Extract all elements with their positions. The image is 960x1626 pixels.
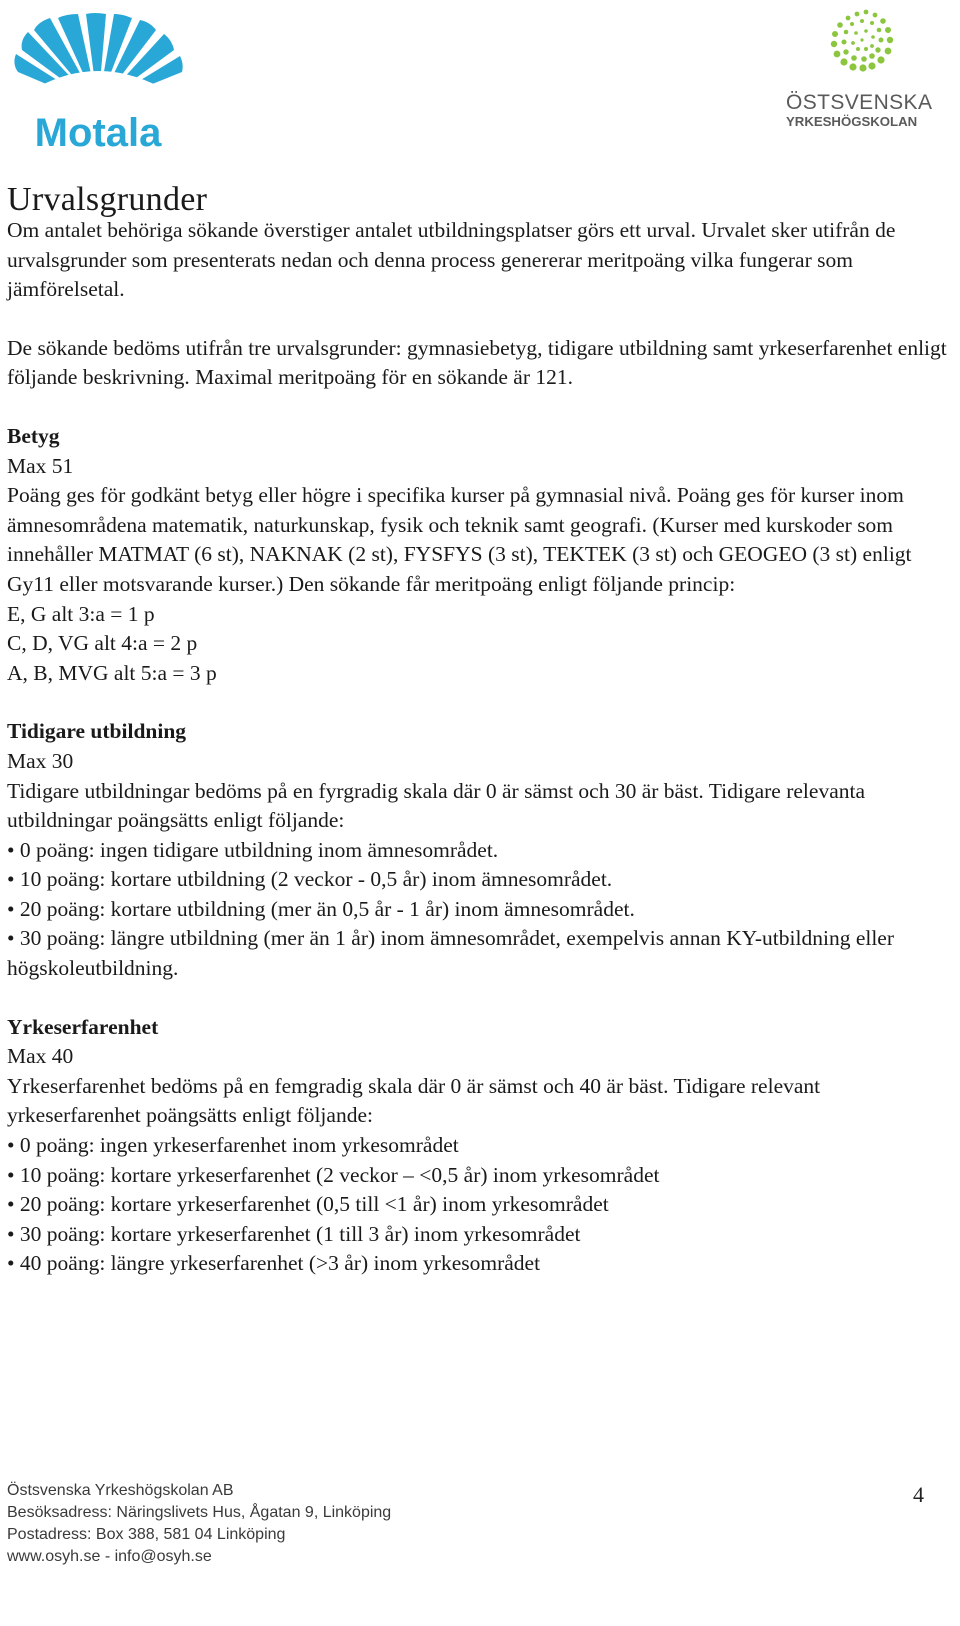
- footer-postal-address: Postadress: Box 388, 581 04 Linköping: [7, 1526, 286, 1543]
- bullet-list-utbildning: [7, 836, 952, 984]
- list-item: • 20 poäng: kortare utbildning (mer än 0,5 år - 1 år) inom ämnesområdet.: [7, 895, 952, 925]
- list-item: • 30 poäng: längre utbildning (mer än 1 år) inom ämnesområdet, exempelvis annan KY-utbildning eller högskoleutbildning.: [7, 924, 952, 983]
- list-item: • 40 poäng: längre yrkeserfarenhet (>3 år) inom yrkesområdet: [7, 1249, 952, 1279]
- footer-company: Östsvenska Yrkeshögskolan AB: [7, 1482, 234, 1499]
- osyh-logo: [786, 4, 955, 134]
- osyh-dot-ornament: [831, 10, 893, 72]
- section-title-betyg: Betyg: [7, 423, 60, 448]
- bullet-list-erfarenhet: [7, 1131, 952, 1279]
- list-item: • 0 poäng: ingen tidigare utbildning inom ämnesområdet.: [7, 836, 952, 866]
- intro-paragraph-2: De sökande bedöms utifrån tre urvalsgrunder: gymnasiebetyg, tidigare utbildning samt yrkeserfarenhet enligt följande beskrivning. Maximal meritpoäng för en sökande är 121.: [7, 335, 947, 390]
- section-betyg: [7, 422, 952, 688]
- section-title-erfarenhet: Yrkeserfarenhet: [7, 1014, 159, 1039]
- section-tidigare-utbildning: [7, 717, 952, 983]
- motala-logo: [6, 14, 190, 154]
- page-title: Urvalsgrunder: [7, 181, 208, 218]
- footer-web-email[interactable]: www.osyh.se - info@osyh.se: [7, 1548, 212, 1565]
- section-yrkeserfarenhet: [7, 1013, 952, 1279]
- section-text-utbildning: Tidigare utbildningar bedöms på en fyrgradig skala där 0 är sämst och 30 är bäst. Tidigare relevanta utbildningar poängsätts enligt följande:: [7, 778, 866, 833]
- list-item: • 10 poäng: kortare utbildning (2 veckor - 0,5 år) inom ämnesområdet.: [7, 865, 952, 895]
- list-item: • 20 poäng: kortare yrkeserfarenhet (0,5 till <1 år) inom yrkesområdet: [7, 1190, 952, 1220]
- intro-paragraph-1: Om antalet behöriga sökande överstiger antalet utbildningsplatser görs ett urval. Urvalet sker utifrån de urvalsgrunder som presenterats nedan och denna process genererar meritpoäng vilka fungerar som jämförelsetal.: [7, 218, 896, 302]
- section-title-utbildning: Tidigare utbildning: [7, 719, 187, 744]
- document-body: [7, 180, 952, 1279]
- page-footer: [7, 1480, 391, 1568]
- section-max-betyg: Max 51: [7, 453, 74, 478]
- list-item: • 30 poäng: kortare yrkeserfarenhet (1 till 3 år) inom yrkesområdet: [7, 1220, 952, 1250]
- section-max-utbildning: Max 30: [7, 748, 74, 773]
- grade-line: C, D, VG alt 4:a = 2 p: [7, 631, 198, 656]
- osyh-logo-line2: YRKESHÖGSKOLAN: [786, 114, 918, 129]
- grade-line: E, G alt 3:a = 1 p: [7, 601, 155, 626]
- section-max-erfarenhet: Max 40: [7, 1044, 74, 1069]
- section-text-betyg: Poäng ges för godkänt betyg eller högre i specifika kurser på gymnasial nivå. Poäng ges för kurser inom ämnesområdena matematik, naturkunskap, fysik och teknik samt geografi. (Kurser med kurskoder som innehåller MATMAT (6 st), NAKNAK (2 st), FYSFYS (3 st), TEKTEK (3 st) och GEOGEO (3 st) enligt Gy11 eller motsvarande kurser.) Den sökande får meritpoäng enligt följande princip:: [7, 483, 912, 596]
- motala-logo-text: Motala: [34, 111, 162, 155]
- footer-visit-address: Besöksadress: Näringslivets Hus, Ågatan 9, Linköping: [7, 1504, 392, 1521]
- list-item: • 0 poäng: ingen yrkeserfarenhet inom yrkesområdet: [7, 1131, 952, 1161]
- page-number: 4: [913, 1482, 924, 1507]
- grade-line: A, B, MVG alt 5:a = 3 p: [7, 660, 217, 685]
- section-text-erfarenhet: Yrkeserfarenhet bedöms på en femgradig skala där 0 är sämst och 40 är bäst. Tidigare relevant yrkeserfarenhet poängsätts enligt följande:: [7, 1073, 821, 1128]
- osyh-logo-line1: ÖSTSVENSKA: [786, 91, 933, 114]
- list-item: • 10 poäng: kortare yrkeserfarenhet (2 veckor – <0,5 år) inom yrkesområdet: [7, 1161, 952, 1191]
